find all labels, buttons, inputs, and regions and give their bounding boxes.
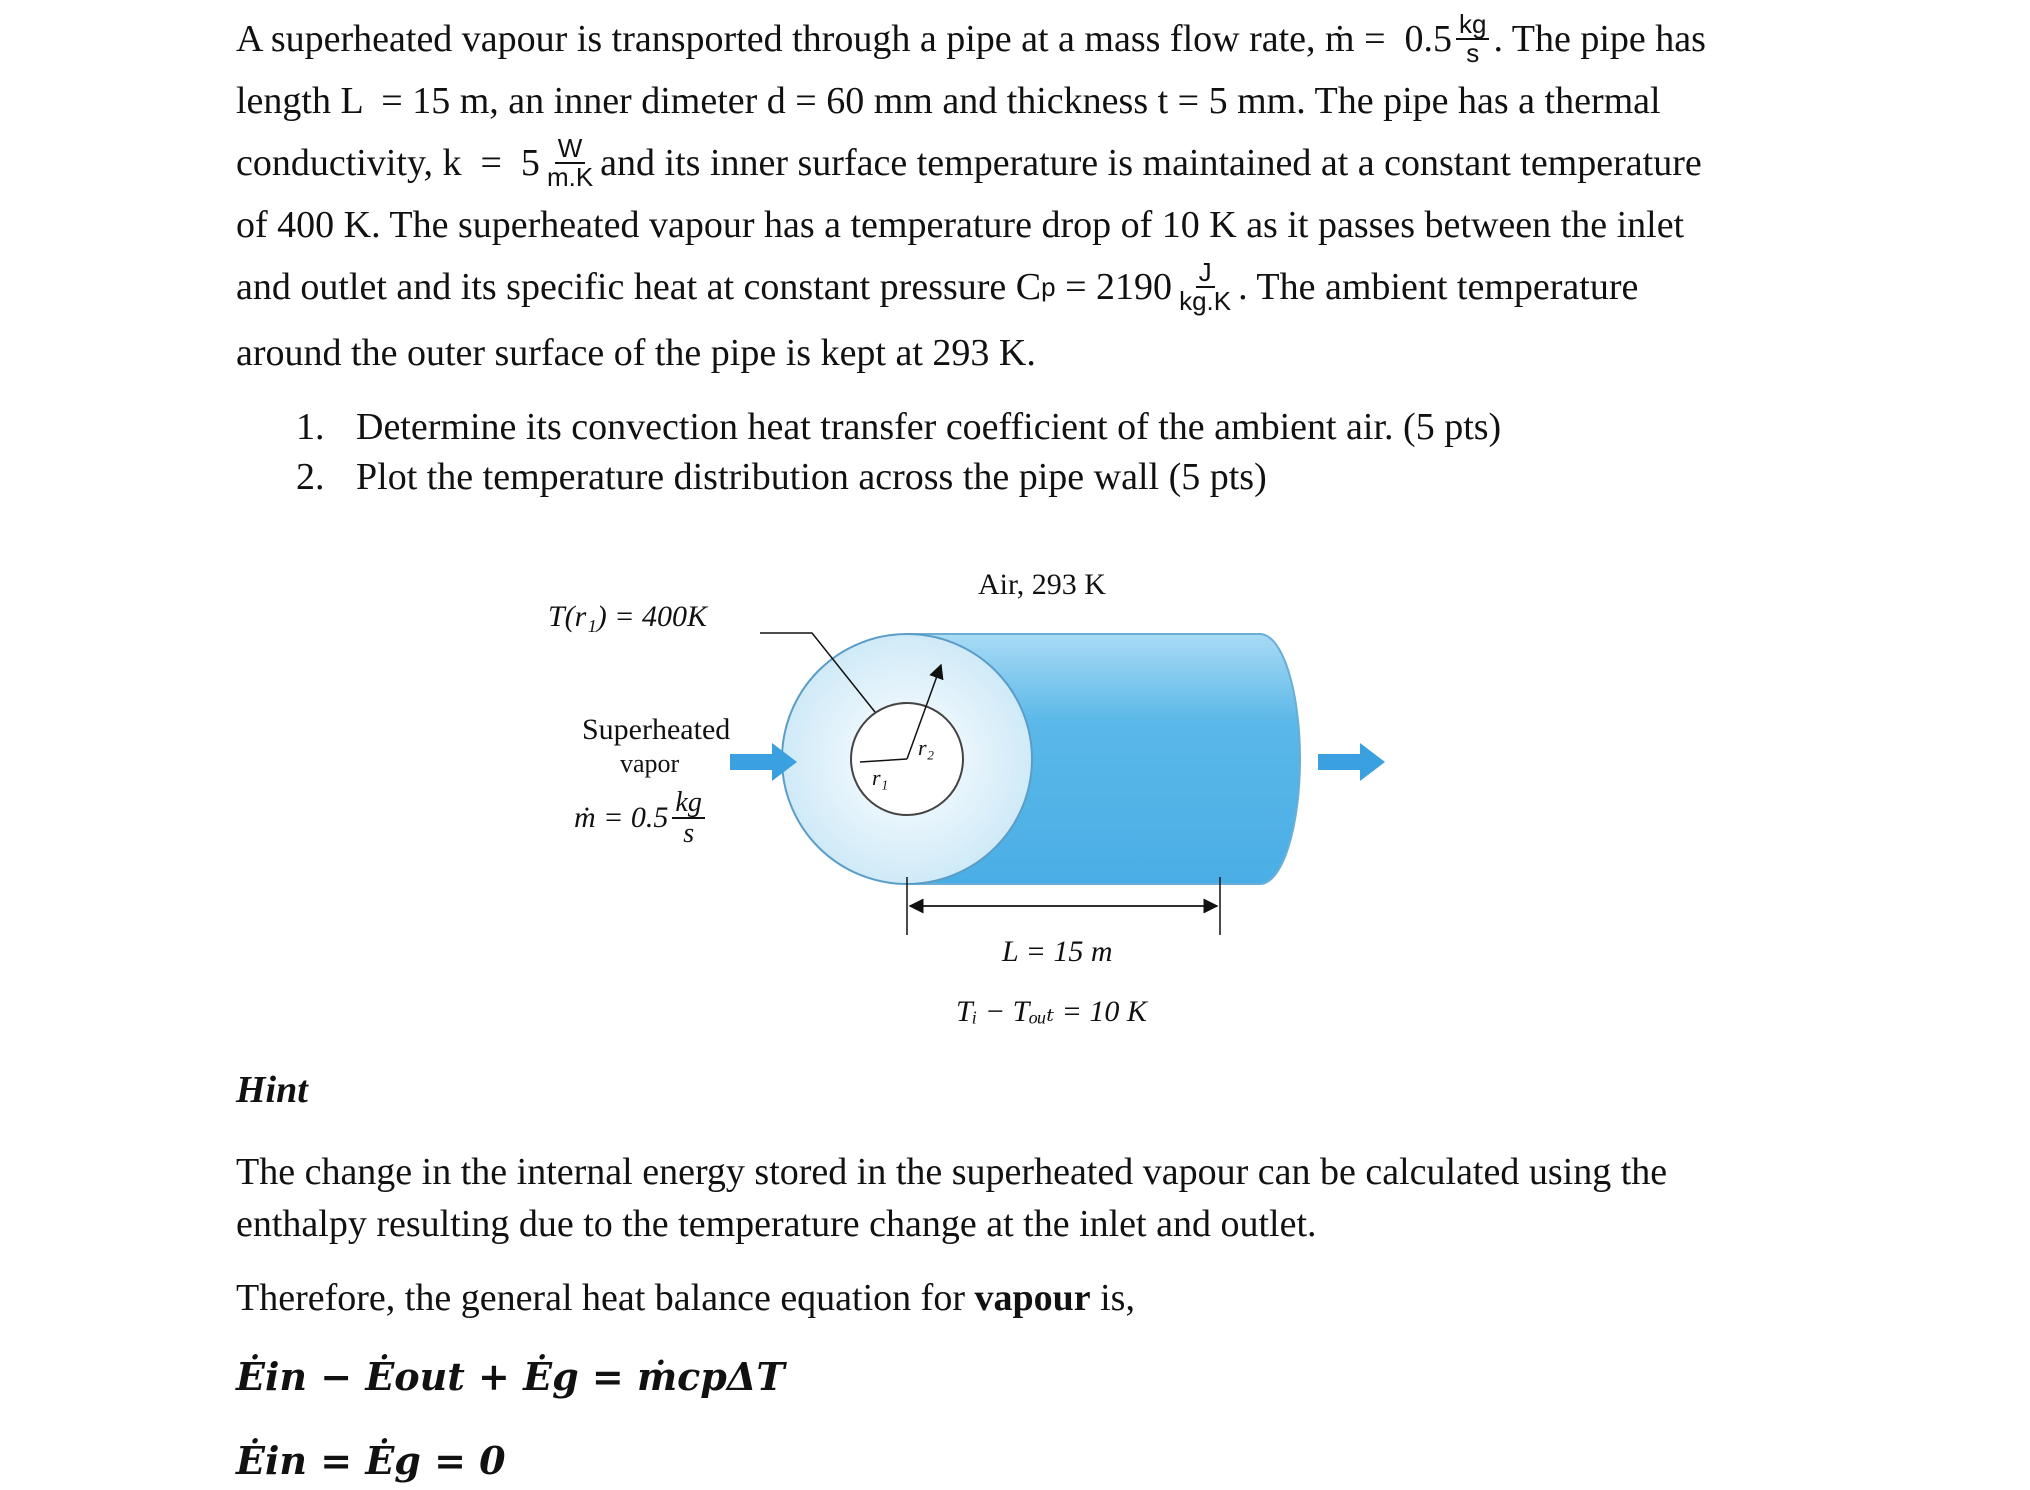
fraction-denominator: kg.K [1179, 286, 1232, 316]
hint-text: Therefore, the general heat balance equation for [236, 1277, 975, 1319]
unit-fraction [672, 788, 704, 849]
fraction-denominator: s [683, 818, 695, 850]
heat-balance-equation: Ėin − Ėout + Ėg = ṁcpΔT [236, 1354, 785, 1399]
fraction-denominator: m.K [546, 162, 594, 192]
question-number: 2. [296, 456, 325, 498]
hint-bold-text: vapour [974, 1277, 1091, 1319]
question-text: Determine its convection heat transfer coefficient of the ambient air. (5 pts) [356, 406, 1502, 448]
question-text: Plot the temperature distribution across the pipe wall (5 pts) [356, 456, 1267, 498]
hint-paragraph-2 [236, 1272, 1796, 1324]
r2-label: r₂ [918, 735, 935, 760]
length-label: L = 15 m [1002, 935, 1113, 968]
fraction-numerator: kg [1456, 11, 1489, 40]
problem-text: . The ambient temperature [1238, 266, 1639, 308]
fraction-numerator: kg [672, 788, 704, 819]
problem-text: . The pipe has [1493, 18, 1706, 60]
mass-flow-label [574, 788, 709, 849]
problem-text: = 2190 [1055, 266, 1173, 308]
problem-text: and its inner surface temperature is maintained at a constant temperature [600, 142, 1702, 184]
temperature-drop-label: Tᵢ − Tₒᵤₜ = 10 K [956, 995, 1147, 1028]
fraction-numerator: W [555, 135, 586, 164]
mass-flow-text: ṁ = 0.5 [574, 801, 669, 835]
fraction-numerator: J [1196, 259, 1215, 288]
hint-text: The change in the internal energy stored in the superheated vapour can be calculated using the [236, 1151, 1668, 1193]
problem-text: and outlet and its specific heat at constant pressure C [236, 266, 1042, 308]
r1-label: r₁ [872, 765, 889, 790]
hint-paragraph-1 [236, 1146, 1796, 1250]
problem-text: around the outer surface of the pipe is kept at 293 K. [236, 332, 1036, 374]
energy-zero-equation: Ėin = Ėg = 0 [236, 1438, 506, 1483]
problem-text: length L = 15 m, an inner dimeter d = 60 mm and thickness t = 5 mm. The pipe has a thermal [236, 80, 1661, 122]
superheated-label: Superheated [582, 713, 731, 746]
subscript: p [1041, 271, 1056, 302]
hint-text: is, [1090, 1277, 1135, 1319]
problem-text: conductivity, k = 5 [236, 142, 540, 184]
air-label: Air, 293 K [978, 568, 1106, 601]
problem-text: A superheated vapour is transported through a pipe at a mass flow rate, ṁ = 0.5 [236, 18, 1452, 60]
outlet-arrow-icon [1318, 743, 1385, 781]
fraction-denominator: s [1466, 38, 1480, 68]
hint-line [236, 1146, 1796, 1198]
hint-heading: Hint [236, 1069, 308, 1111]
vapor-label: vapor [620, 749, 680, 778]
hint-line: enthalpy resulting due to the temperature change at the inlet and outlet. [236, 1203, 1317, 1245]
problem-text: of 400 K. The superheated vapour has a temperature drop of 10 K as it passes between the inlet [236, 204, 1685, 246]
inner-temperature-label: T(r₁) = 400K [548, 600, 708, 633]
question-number: 1. [296, 406, 325, 448]
